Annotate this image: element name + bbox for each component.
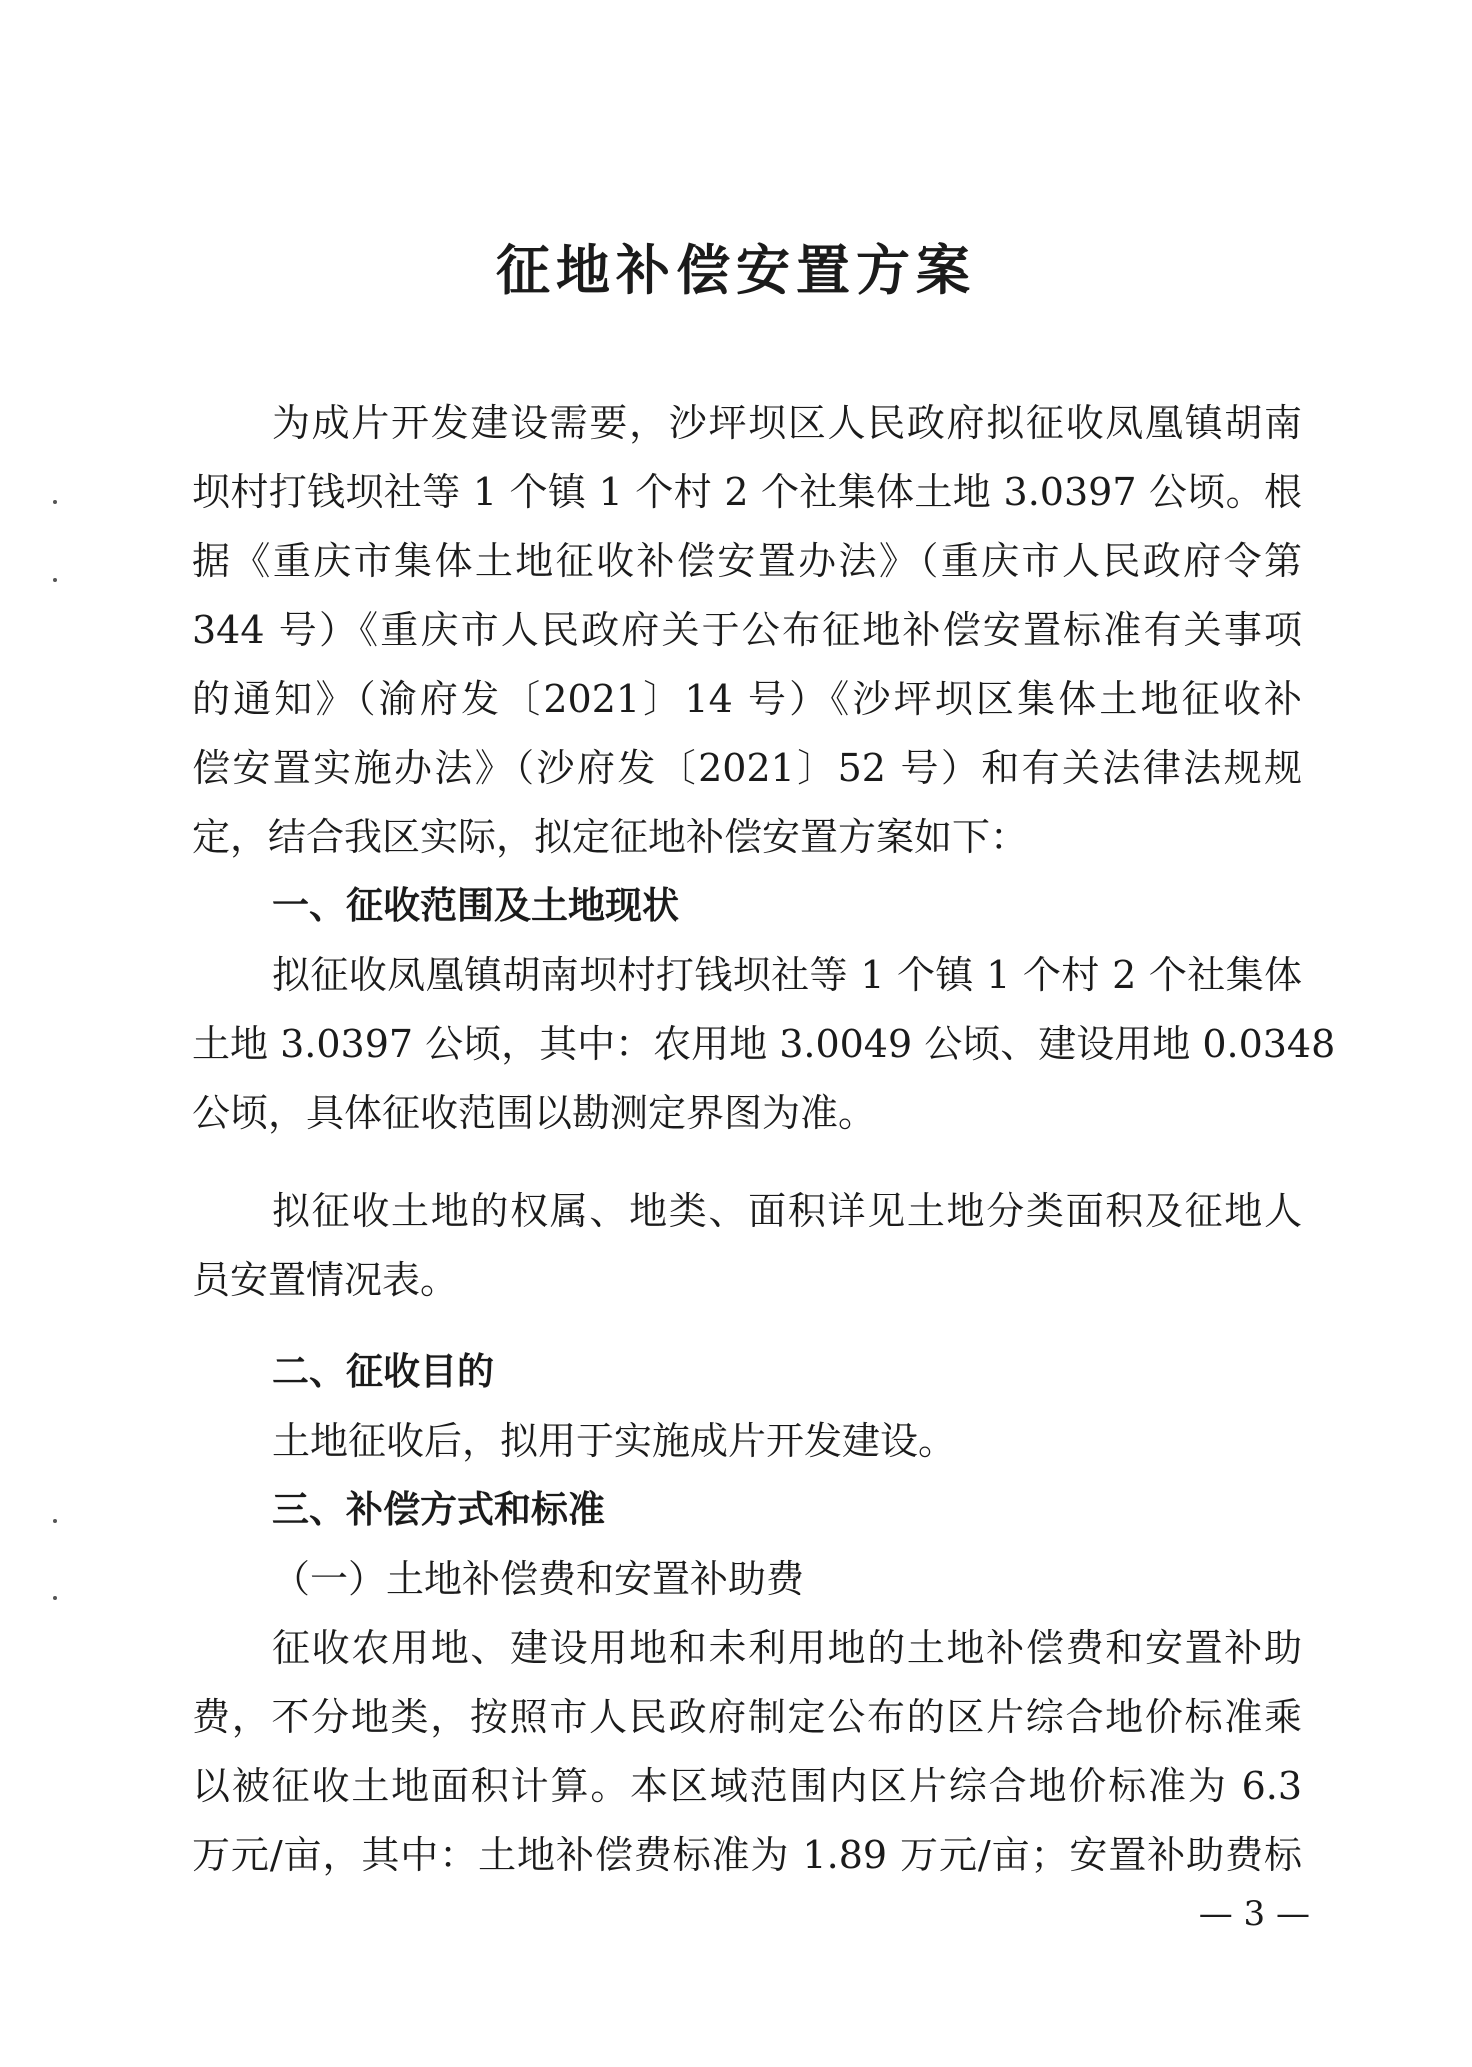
- section-heading: 一、征收范围及土地现状: [272, 884, 679, 927]
- body-text-line: 员安置情况表。: [192, 1258, 459, 1302]
- binding-mark: [53, 578, 57, 582]
- body-text-line: 费，不分地类，按照市人民政府制定公布的区片综合地价标准乘: [192, 1695, 1302, 1739]
- section-heading: 二、征收目的: [272, 1350, 494, 1393]
- body-text-line: 拟征收凤凰镇胡南坝村打钱坝社等 1 个镇 1 个村 2 个社集体: [272, 953, 1302, 997]
- binding-mark: [53, 1519, 57, 1523]
- body-text-line: 的通知》（渝府发〔2021〕14 号）《沙坪坝区集体土地征收补: [192, 677, 1302, 721]
- body-text-line: 以被征收土地面积计算。本区域范围内区片综合地价标准为 6.3: [192, 1764, 1302, 1808]
- body-text-line: 征收农用地、建设用地和未利用地的土地补偿费和安置补助: [272, 1626, 1302, 1670]
- body-text-line: 坝村打钱坝社等 1 个镇 1 个村 2 个社集体土地 3.0397 公顷。根: [192, 470, 1302, 514]
- body-text-line: 土地征收后，拟用于实施成片开发建设。: [272, 1419, 957, 1463]
- body-text-line: 偿安置实施办法》（沙府发〔2021〕52 号）和有关法律法规规: [192, 746, 1302, 790]
- body-text-line: 为成片开发建设需要，沙坪坝区人民政府拟征收凤凰镇胡南: [272, 401, 1302, 445]
- body-text-line: 万元/亩，其中：土地补偿费标准为 1.89 万元/亩；安置补助费标: [192, 1833, 1302, 1877]
- body-text-line: 公顷，具体征收范围以勘测定界图为准。: [192, 1091, 877, 1135]
- binding-mark: [53, 1596, 57, 1600]
- section-heading: 三、补偿方式和标准: [272, 1488, 605, 1531]
- binding-mark: [53, 500, 57, 504]
- body-text-line: 拟征收土地的权属、地类、面积详见土地分类面积及征地人: [272, 1189, 1302, 1233]
- body-text-line: 据《重庆市集体土地征收补偿安置办法》（重庆市人民政府令第: [192, 539, 1302, 583]
- body-text-line: 土地 3.0397 公顷，其中：农用地 3.0049 公顷、建设用地 0.0348: [192, 1022, 1336, 1066]
- page-number: — 3 —: [1198, 1894, 1310, 1934]
- document-title: 征地补偿安置方案: [496, 238, 976, 302]
- body-text-line: 344 号）《重庆市人民政府关于公布征地补偿安置标准有关事项: [192, 608, 1302, 652]
- body-text-line: 定，结合我区实际，拟定征地补偿安置方案如下：: [192, 815, 1029, 859]
- subsection-heading: （一）土地补偿费和安置补助费: [272, 1557, 805, 1601]
